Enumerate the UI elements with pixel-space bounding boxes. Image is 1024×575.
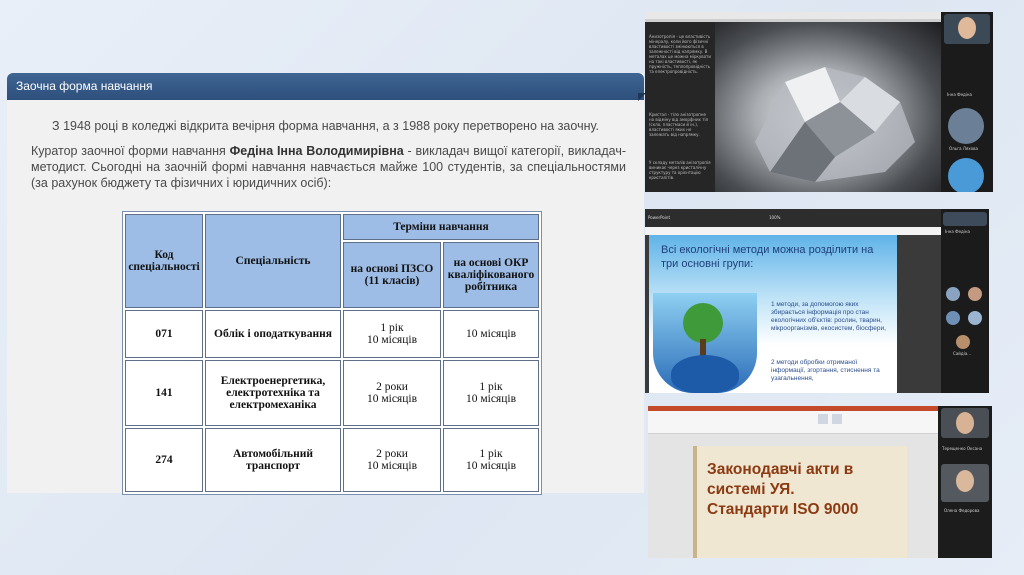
slide-page	[693, 446, 907, 558]
ribbon-icon	[818, 414, 828, 424]
panel-header	[7, 73, 644, 100]
correspondence-panel	[7, 73, 644, 493]
method-item-2: 2 методи обробки отриманої інформації, згортання, стиснення та узагальнення,	[771, 359, 880, 382]
pzso-years: 1 рік	[380, 322, 404, 334]
pzso-years: 2 роки	[376, 381, 408, 393]
participant-face	[958, 17, 976, 39]
video-screenshot-metal	[645, 12, 993, 192]
participant-tile	[943, 212, 987, 226]
method-item-1: 1 методи, за допомогою яких збирається інформація про стан екологічних об'єктів: рослин, тварин, мікроорганізмів, екосистем, біосфери,	[771, 301, 886, 332]
table-row	[125, 360, 539, 426]
zoom-level: 100%	[769, 215, 781, 220]
okr-months: 10 місяців	[465, 460, 517, 472]
participants-strip	[938, 406, 992, 558]
row-pzso	[343, 360, 441, 426]
curator-text-start: Куратор заочної форми навчання	[31, 144, 230, 158]
participant-tile	[941, 408, 989, 438]
participant-name: Олена Федорова	[944, 508, 980, 513]
row-specialty: Електроенергетика, електротехніка та електромеханіка	[205, 360, 341, 426]
table-row	[125, 310, 539, 358]
pzso-months: 10 місяців	[366, 334, 418, 346]
okr-years: 1 рік	[479, 448, 503, 460]
participant-avatar	[968, 287, 982, 301]
participant-tile	[944, 14, 990, 44]
specialties-table	[122, 211, 542, 495]
row-code: 274	[125, 428, 203, 492]
participant-name: Інна Федіна	[945, 229, 970, 234]
participants-strip	[941, 209, 989, 393]
curator-paragraph	[31, 143, 626, 191]
curator-name: Федіна Інна Володимирівна	[229, 144, 404, 158]
pzso-months: 10 місяців	[366, 460, 418, 472]
participants-strip	[941, 12, 993, 192]
participant-name: Інна Федіна	[947, 92, 972, 97]
participant-name: Терещенко Оксана	[942, 446, 983, 451]
toolbar	[645, 12, 941, 19]
row-okr	[443, 310, 539, 358]
table-row	[125, 428, 539, 492]
slide-text-1: Анизотропія - це властивість мінералу, коли його фізичні властивості змінюються в залежності від напрямку. В металах це можна міркувати на такі властивості, як пружність, теплопровідність та електропровідність.	[649, 34, 711, 74]
participant-face	[956, 470, 974, 492]
row-specialty: Автомобільний транспорт	[205, 428, 341, 492]
row-okr	[443, 428, 539, 492]
row-code: 141	[125, 360, 203, 426]
curator-text-end: - викладач вищої категорії, викладач-методист. Сьогодні на заочній формі навчання навчається майже 100 студентів, за спеціальностями (за рахунок бюджету та фізичних і юридичних осіб):	[31, 144, 626, 190]
metal-crystal-shape	[715, 22, 941, 192]
participant-avatar	[956, 335, 970, 349]
user-icon	[948, 158, 984, 192]
participant-avatar	[946, 311, 960, 325]
earth-globe	[671, 355, 739, 393]
row-pzso	[343, 428, 441, 492]
slide-title	[707, 460, 903, 520]
participant-name: Сайдіа...	[953, 351, 971, 356]
slide-title-line: Стандарти ISO 9000	[707, 501, 859, 518]
slide-heading: Всі екологічні методи можна розділити на три основні групи:	[661, 244, 874, 270]
metal-image	[715, 22, 941, 192]
header-terms: Терміни навчання	[343, 214, 539, 240]
header-okr: на основі ОКР кваліфікованого робітника	[443, 242, 539, 308]
pzso-months: 10 місяців	[366, 393, 418, 405]
participant-tile	[941, 464, 989, 502]
okr-months: 10 місяців	[465, 393, 517, 405]
slide-title-line: системі УЯ.	[707, 481, 795, 498]
participant-avatar	[968, 311, 982, 325]
slide-text-3: У складу металів анізотропія виникає через кристалічну структуру та орієнтацію кристалітів.	[649, 160, 711, 180]
page-top	[645, 227, 941, 235]
participant-face	[956, 412, 974, 434]
video-screenshot-iso	[648, 406, 992, 558]
panel-title: Заочна форма навчання	[16, 79, 153, 93]
okr-years: 1 рік	[479, 381, 503, 393]
pzso-years: 2 роки	[376, 448, 408, 460]
row-specialty: Облік і оподаткування	[205, 310, 341, 358]
slide-title-line: Законодавчі акти в	[707, 461, 854, 478]
participant-avatar	[948, 108, 984, 144]
row-code: 071	[125, 310, 203, 358]
header-pzso: на основі ПЗСО (11 класів)	[343, 242, 441, 308]
video-screenshot-ecology	[645, 209, 989, 393]
intro-paragraph: З 1948 році в коледжі відкрита вечірня форма навчання, а з 1988 року перетворено на заочну.	[52, 119, 599, 133]
slide-content	[649, 235, 897, 393]
header-specialty: Спеціальність	[205, 214, 341, 308]
participant-name: Ольга Ляхова	[949, 146, 978, 151]
participant-avatar	[946, 287, 960, 301]
ppt-ribbon	[648, 411, 938, 434]
app-label: PowerPoint	[648, 215, 671, 220]
row-okr	[443, 360, 539, 426]
earth-tree-image	[653, 293, 757, 393]
header-code: Код спеціальності	[125, 214, 203, 308]
slide-text-column	[645, 22, 715, 192]
pdf-toolbar	[645, 209, 941, 227]
slide-text-2: Кристал - тіло анізотропне на відміну від аморфних тіл (скло, пластмаси й ін.), властивості яких не залежать від напрямку.	[649, 112, 709, 137]
okr-years: 10 місяців	[465, 328, 517, 340]
ribbon-icon	[832, 414, 842, 424]
tree-crown	[683, 303, 723, 343]
row-pzso	[343, 310, 441, 358]
